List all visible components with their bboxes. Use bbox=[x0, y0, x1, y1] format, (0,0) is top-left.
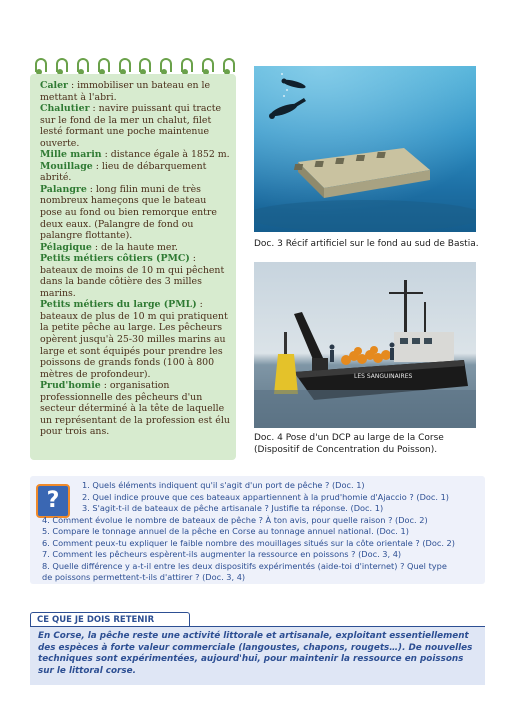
glossary-entry bbox=[40, 161, 230, 184]
glossary-entry bbox=[40, 80, 230, 103]
glossary-definition: : organisation professionnelle des pêcheurs d'un secteur déterminé à la tête de laquelle un représentant de la profession est élu pour trois ans. bbox=[40, 380, 230, 438]
question-item: de poissons permettent-t-ils d'attirer ? (Doc. 3, 4) bbox=[42, 572, 246, 582]
glossary-definition: : navire puissant qui tracte sur le fond de la mer un chalut, filet lesté formant une poche maintenue ouverte. bbox=[40, 103, 222, 149]
doc4-caption-line1: Doc. 4 Pose d'un DCP au large de la Corse bbox=[254, 433, 444, 443]
retenir-title: CE QUE JE DOIS RETENIR bbox=[30, 612, 190, 626]
glossary-notepad bbox=[30, 74, 236, 460]
question-item: 2. Quel indice prouve que ces bateaux appartiennent à la prud'homie d'Ajaccio ? (Doc. 1) bbox=[82, 491, 449, 502]
glossary-term: Mille marin bbox=[40, 149, 102, 161]
question-item: 8. Quelle différence y a-t-il entre les deux dispositifs expérimentés (aide-toi d'internet) ? Quel type bbox=[42, 560, 447, 571]
question-item: 5. Compare le tonnage annuel de la pêche en Corse au tonnage annuel national. (Doc. 1) bbox=[42, 526, 409, 536]
glossary-term: Petits métiers du large (PML) bbox=[40, 299, 197, 311]
glossary-term: Mouillage bbox=[40, 160, 93, 172]
glossary-entry bbox=[40, 380, 230, 438]
question-item: 1. Quels éléments indiquent qu'il s'agit d'un port de pêche ? (Doc. 1) bbox=[82, 480, 365, 490]
glossary-term: Pélagique bbox=[40, 241, 92, 253]
glossary-term: Prud'homie bbox=[40, 380, 101, 392]
artificial-reef-photo bbox=[254, 66, 476, 232]
glossary-entry bbox=[40, 103, 230, 149]
glossary-definition: : bateaux de plus de 10 m qui pratiquent la petite pêche au large. Les pêcheurs opèrent jusqu'à 25-30 milles marins au large et sont équipés pour prendre les poissons de grands fonds (100 à 800 mètres de profondeur). bbox=[40, 299, 228, 380]
boat-name-label: LES SANGUINAIRES bbox=[354, 373, 413, 380]
glossary-definition: : de la haute mer. bbox=[91, 241, 178, 253]
glossary-term: Chalutier bbox=[40, 103, 90, 115]
underwater-scene-image bbox=[254, 66, 476, 232]
questions-section bbox=[30, 476, 485, 584]
glossary-definition: : lieu de débarquement abrité. bbox=[40, 160, 207, 184]
question-mark-icon: ? bbox=[36, 484, 70, 518]
boat-scene-image bbox=[254, 262, 476, 428]
glossary-definition: : distance égale à 1852 m. bbox=[101, 149, 230, 161]
glossary-term: Petits métiers côtiers (PMC) bbox=[40, 253, 190, 265]
doc3-caption: Doc. 3 Récif artificiel sur le fond au sud de Bastia. bbox=[254, 239, 479, 249]
glossary-entry bbox=[40, 242, 230, 254]
question-item: 7. Comment les pêcheurs espèrent-ils augmenter la ressource en poissons ? (Doc. 3, 4) bbox=[42, 549, 402, 559]
glossary-definition: : long filin muni de très nombreux hameçons que le bateau pose au fond ou bien remorque entre deux eaux. (Palangre de fond ou palangre flottante). bbox=[40, 183, 217, 242]
glossary-entry bbox=[40, 184, 230, 242]
doc4-caption bbox=[254, 432, 484, 456]
dcp-deployment-photo bbox=[254, 262, 476, 428]
question-item: 6. Comment peux-tu expliquer le faible nombre des mouillages situés sur la côte orientale ? (Doc. 2) bbox=[42, 537, 455, 548]
glossary-term: Palangre bbox=[40, 183, 87, 195]
question-item: 4. Comment évolue le nombre de bateaux de pêche ? À ton avis, pour quelle raison ? (Doc. 2) bbox=[42, 514, 428, 525]
glossary-entry bbox=[40, 253, 230, 299]
glossary-list bbox=[40, 80, 230, 438]
glossary-definition: : bateaux de moins de 10 m qui pêchent dans la bande côtière des 3 milles marins. bbox=[40, 253, 225, 299]
glossary-entry bbox=[40, 299, 230, 380]
question-item: 3. S'agit-t-il de bateaux de pêche artisanale ? Justifie ta réponse. (Doc. 1) bbox=[82, 503, 384, 513]
retenir-text: En Corse, la pêche reste une activité littorale et artisanale, exploitant essentiellement des espèces à forte valeur commerciale (langoustes, chapons, rougets…). De nouvelles techniques sont expérimentées, aujourd'hui, pour maintenir la ressource en poissons sur le littoral corse. bbox=[38, 631, 473, 676]
glossary-definition: : immobiliser un bateau en le mettant à l'abri. bbox=[40, 80, 211, 103]
retenir-box bbox=[30, 626, 485, 685]
glossary-entry bbox=[40, 149, 230, 161]
doc4-caption-line2: (Dispositif de Concentration du Poisson). bbox=[254, 445, 438, 455]
glossary-term: Caler bbox=[40, 80, 69, 91]
